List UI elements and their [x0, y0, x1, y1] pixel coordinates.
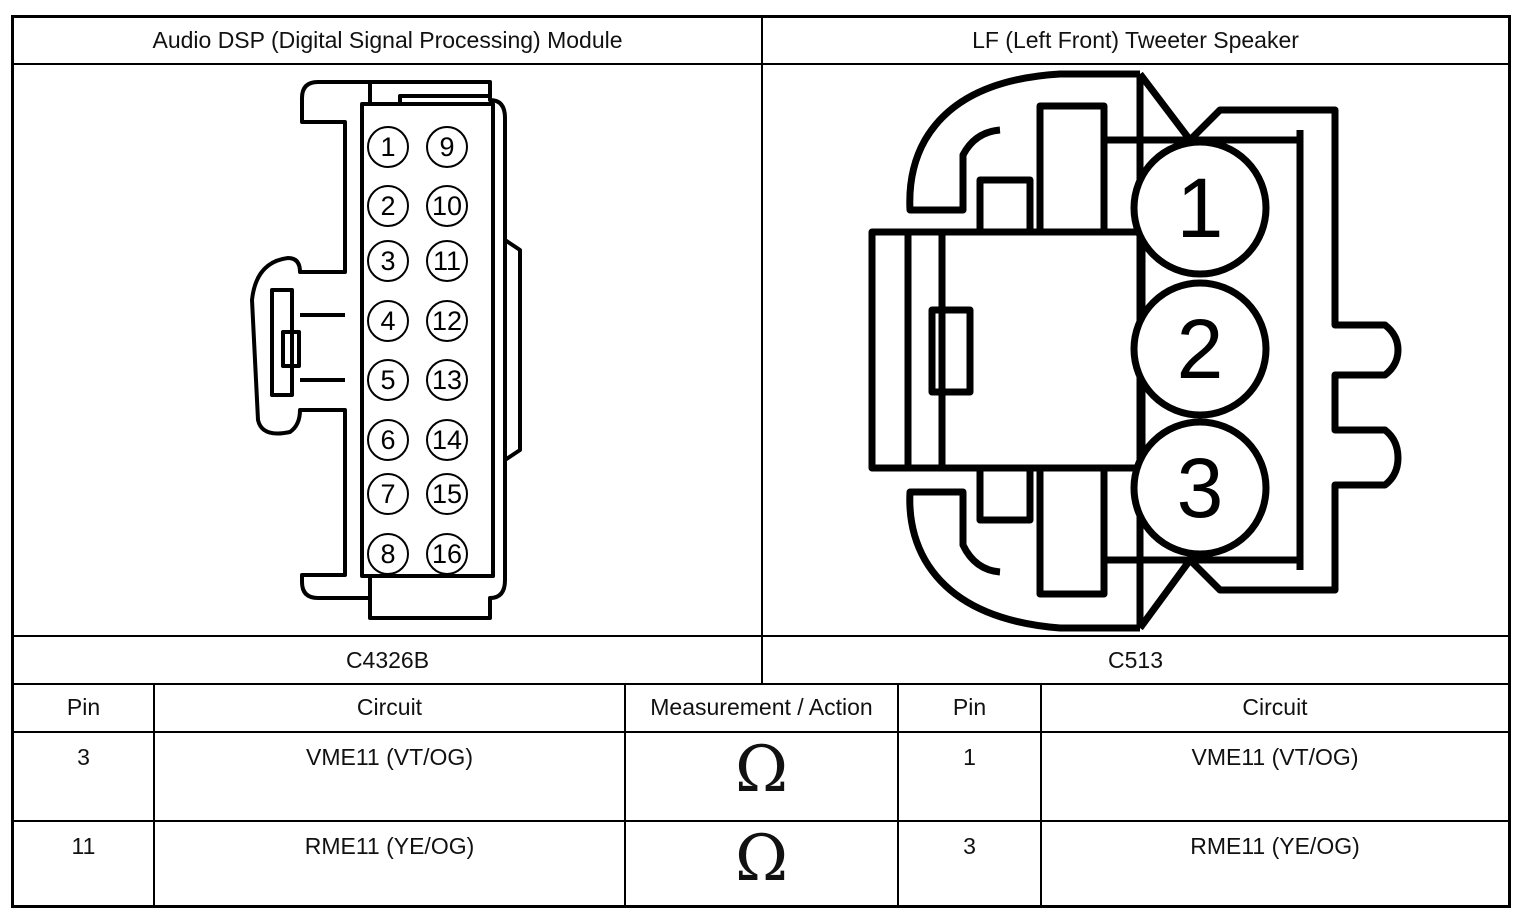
- header-pin-a: Pin: [66, 694, 101, 720]
- pin-label: 9: [439, 132, 455, 162]
- pin-11: [427, 241, 467, 281]
- pin-label: 7: [380, 479, 396, 509]
- header-pin-b: Pin: [952, 694, 987, 720]
- row2-ohm-icon: Ω: [734, 822, 789, 896]
- row1-pin-a: 3: [77, 744, 90, 770]
- pin-3: [1134, 422, 1266, 554]
- pin-7: [368, 474, 408, 514]
- pin-label: 4: [380, 306, 396, 336]
- pin-1: [368, 127, 408, 167]
- connector-id-dsp: C4326B: [345, 646, 430, 673]
- pin-label: 5: [380, 365, 396, 395]
- row1-circuit-b: VME11 (VT/OG): [1191, 744, 1359, 770]
- pin-16: [427, 534, 467, 574]
- pin-label: 2: [380, 191, 396, 221]
- pin-2: [1134, 283, 1266, 415]
- pin-14: [427, 420, 467, 460]
- pin-15: [427, 474, 467, 514]
- row1-circuit-a: VME11 (VT/OG): [306, 744, 473, 770]
- row2-circuit-a: RME11 (YE/OG): [304, 833, 475, 859]
- pin-8: [368, 534, 408, 574]
- pin-5: [368, 360, 408, 400]
- pin-label: 1: [1176, 161, 1224, 255]
- rule: [761, 15, 763, 684]
- dsp-connector-diagram: [240, 75, 530, 625]
- header-circuit-b: Circuit: [1242, 694, 1308, 720]
- pin-3: [368, 241, 408, 281]
- pin-label: 2: [1176, 302, 1224, 396]
- pin-12: [427, 301, 467, 341]
- connector-title-dsp: Audio DSP (Digital Signal Processing) Module: [152, 27, 623, 53]
- connector-title-tweeter: LF (Left Front) Tweeter Speaker: [972, 27, 1299, 53]
- pin-2: [368, 186, 408, 226]
- pin-label: 12: [431, 306, 463, 336]
- pin-label: 11: [432, 246, 462, 276]
- pin-label: 3: [380, 246, 396, 276]
- pin-label: 3: [1176, 441, 1224, 535]
- pin-label: 1: [380, 132, 396, 162]
- connector-id-tweeter: C513: [1108, 646, 1163, 673]
- pin-6: [368, 420, 408, 460]
- pin-13: [427, 360, 467, 400]
- pin-label: 6: [380, 425, 396, 455]
- header-measurement: Measurement / Action: [650, 694, 873, 720]
- pin-4: [368, 301, 408, 341]
- pin-label: 14: [431, 425, 463, 455]
- row1-ohm-icon: Ω: [734, 733, 789, 807]
- row2-pin-b: 3: [963, 833, 976, 859]
- header-circuit-a: Circuit: [356, 694, 423, 720]
- row1-pin-b: 1: [963, 744, 976, 770]
- tweeter-connector-diagram: [865, 65, 1410, 635]
- row2-circuit-b: RME11 (YE/OG): [1190, 833, 1360, 859]
- pin-label: 16: [431, 539, 463, 569]
- row2-pin-a: 11: [71, 833, 96, 859]
- pin-1: [1134, 142, 1266, 274]
- pin-label: 13: [431, 365, 463, 395]
- pin-10: [427, 186, 467, 226]
- pin-label: 8: [380, 539, 396, 569]
- pin-9: [427, 127, 467, 167]
- pin-label: 10: [431, 191, 463, 221]
- pin-label: 15: [431, 479, 463, 509]
